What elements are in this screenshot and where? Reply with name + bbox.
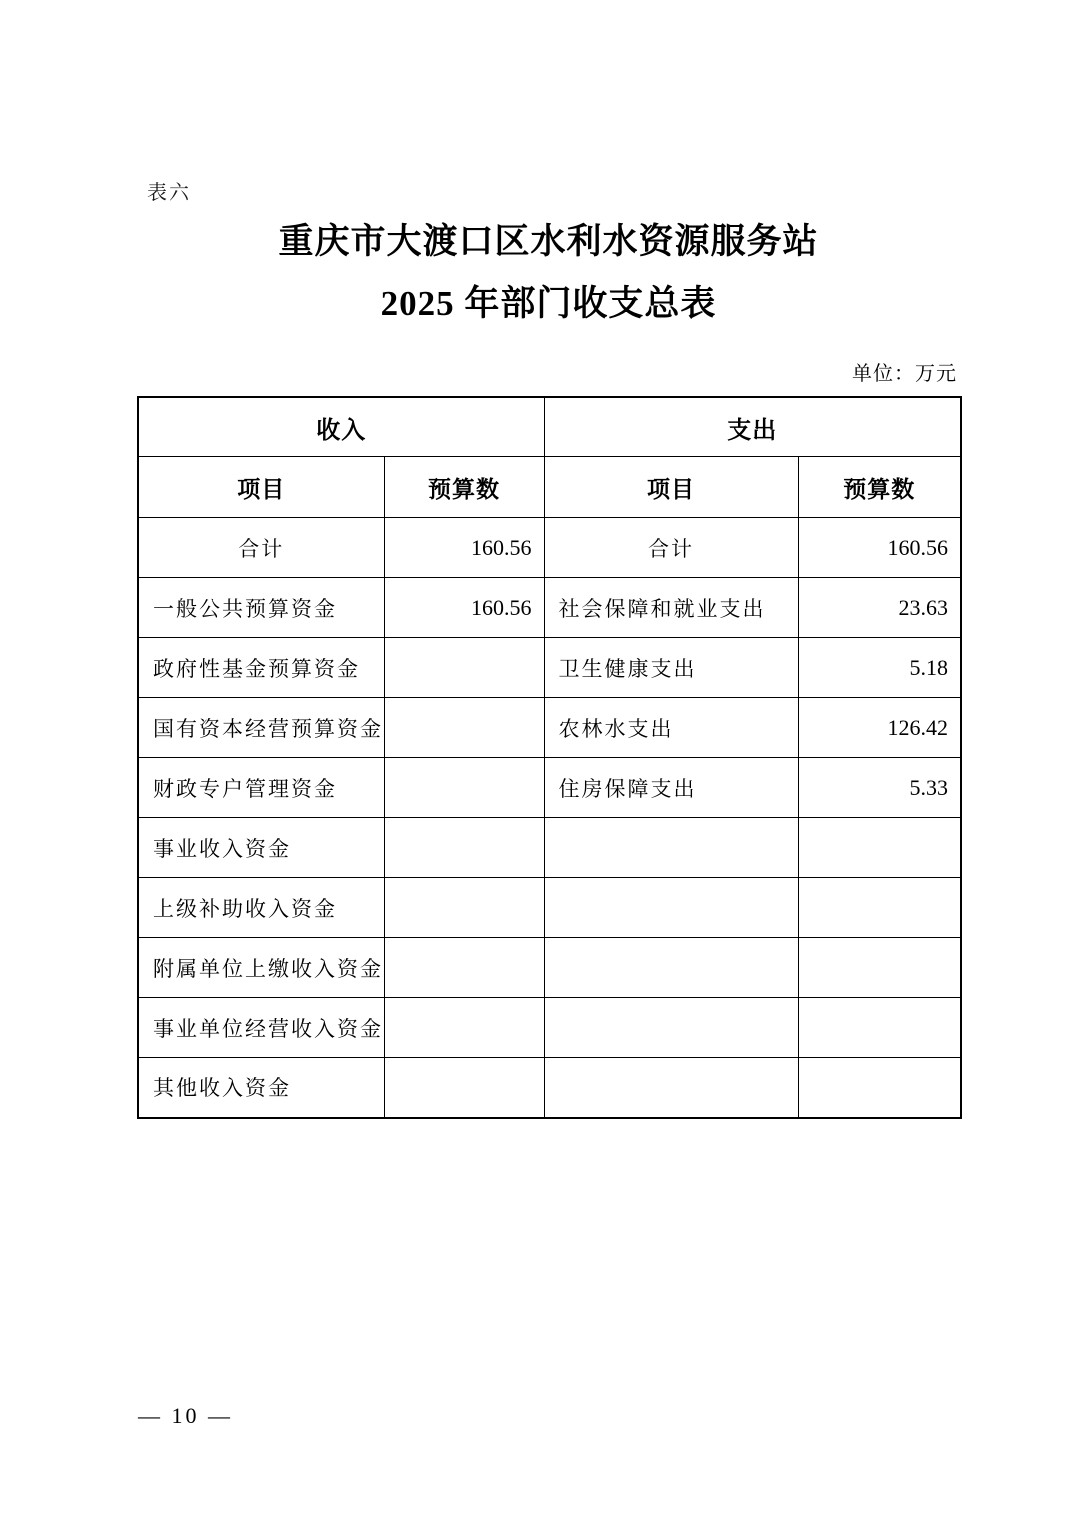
- expense-budget-cell: 5.18: [798, 638, 961, 698]
- table-row: [138, 638, 961, 698]
- income-item-cell: 合计: [138, 518, 384, 578]
- income-item-cell: 财政专户管理资金: [138, 758, 384, 818]
- expense-item-cell: 农林水支出: [544, 698, 798, 758]
- income-group-header: 收入: [138, 397, 544, 457]
- expense-budget-cell: [798, 1058, 961, 1118]
- table-body: [138, 518, 961, 1118]
- expense-item-cell: [544, 938, 798, 998]
- table-group-header-row: [138, 397, 961, 457]
- expense-item-cell: [544, 818, 798, 878]
- table-row: [138, 1058, 961, 1118]
- income-item-cell: 一般公共预算资金: [138, 578, 384, 638]
- expense-item-cell: 住房保障支出: [544, 758, 798, 818]
- expense-group-header: 支出: [544, 397, 961, 457]
- income-budget-cell: [384, 998, 544, 1058]
- table-row: [138, 578, 961, 638]
- income-budget-cell: [384, 638, 544, 698]
- page-number: — 10 —: [138, 1403, 233, 1428]
- expense-item-cell: 卫生健康支出: [544, 638, 798, 698]
- income-budget-cell: [384, 698, 544, 758]
- income-item-header: 项目: [138, 457, 384, 518]
- income-item-cell: 国有资本经营预算资金: [138, 698, 384, 758]
- table-row: [138, 938, 961, 998]
- unit-note: 单位：万元: [852, 363, 957, 385]
- table-sequence-label: 表六: [147, 182, 191, 204]
- income-budget-cell: [384, 758, 544, 818]
- expense-item-header: 项目: [544, 457, 798, 518]
- income-budget-cell: 160.56: [384, 578, 544, 638]
- income-item-cell: 事业单位经营收入资金: [138, 998, 384, 1058]
- table-column-header-row: [138, 457, 961, 518]
- income-budget-cell: [384, 818, 544, 878]
- income-budget-cell: [384, 1058, 544, 1118]
- expense-budget-cell: [798, 818, 961, 878]
- income-item-cell: 上级补助收入资金: [138, 878, 384, 938]
- total-row: [138, 518, 961, 578]
- income-item-cell: 政府性基金预算资金: [138, 638, 384, 698]
- table-row: [138, 998, 961, 1058]
- document-title-line2: 2025 年部门收支总表: [380, 284, 717, 323]
- expense-budget-cell: [798, 938, 961, 998]
- income-item-cell: 其他收入资金: [138, 1058, 384, 1118]
- income-item-cell: 附属单位上缴收入资金: [138, 938, 384, 998]
- expense-budget-cell: 126.42: [798, 698, 961, 758]
- expense-budget-cell: [798, 878, 961, 938]
- income-budget-cell: 160.56: [384, 518, 544, 578]
- expense-item-cell: [544, 878, 798, 938]
- budget-summary-table: [137, 396, 962, 1119]
- expense-budget-cell: [798, 998, 961, 1058]
- document-title-line1: 重庆市大渡口区水利水资源服务站: [278, 222, 819, 261]
- table-row: [138, 878, 961, 938]
- expense-item-cell: [544, 998, 798, 1058]
- expense-budget-cell: 5.33: [798, 758, 961, 818]
- expense-item-cell: 社会保障和就业支出: [544, 578, 798, 638]
- table-row: [138, 698, 961, 758]
- expense-item-cell: 合计: [544, 518, 798, 578]
- income-budget-cell: [384, 938, 544, 998]
- table-row: [138, 818, 961, 878]
- income-budget-cell: [384, 878, 544, 938]
- expense-budget-cell: 160.56: [798, 518, 961, 578]
- income-budget-header: 预算数: [384, 457, 544, 518]
- expense-item-cell: [544, 1058, 798, 1118]
- income-item-cell: 事业收入资金: [138, 818, 384, 878]
- expense-budget-header: 预算数: [798, 457, 961, 518]
- expense-budget-cell: 23.63: [798, 578, 961, 638]
- table-row: [138, 758, 961, 818]
